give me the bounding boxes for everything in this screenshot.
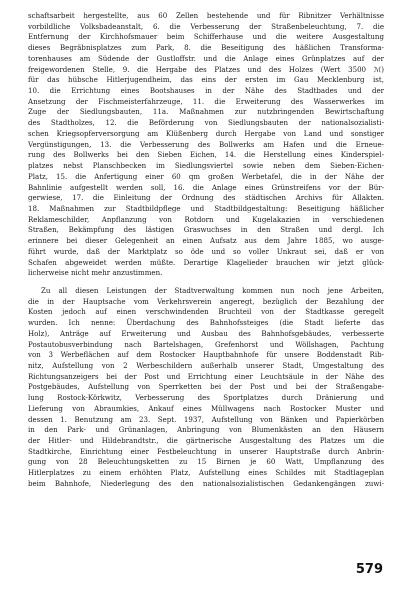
text-line: schen Kriegsopferversorgung am Klüßenberg durch Hergabe von Land und sonstiger bbox=[28, 128, 384, 138]
text-line: für das hübsche Hitlerjugendheim, das eins der ersten im Gau Mecklenburg ist, bbox=[28, 75, 384, 85]
text-line: Zuge der Siedlungsbauten, 11a. Maßnahmen zur nutzbringenden Bewirtschaftung bbox=[28, 107, 384, 117]
paragraph-1 bbox=[28, 11, 384, 279]
page-number: 579 bbox=[355, 562, 383, 577]
text-line: freigewordenen Stelle, 9. die Hergabe des Platzes und des Holzes (Wert 3500 ℳ) bbox=[28, 64, 384, 74]
text-line: Postgebäudes, Aufstellung von Sperrketten bei der Post und bei der Straßengabe- bbox=[28, 382, 384, 392]
paragraph-gap bbox=[28, 279, 384, 286]
text-line: 18. Maßnahmen zur Stadtbildpflege und Stadtbildgestaltung: Beseitigung häßlicher bbox=[28, 203, 384, 213]
text-line: Holz), Anträge auf Erweiterung und Ausbau des Bahnhofsgebäudes, verbesserte bbox=[28, 328, 384, 338]
text-line: licherweise nicht mehr anzustimmen. bbox=[28, 268, 163, 278]
text-line: Richtungsanzeigers bei der Post und Errichtung einer Leuchtsäule in der Nähe des bbox=[28, 371, 384, 381]
text-line: gung von 28 Beleuchtungsketten zu 15 Birnen je 60 Watt, Umpflanzung des bbox=[28, 457, 384, 467]
text-line: dessen 1. Benutzung am 23. Sept. 1937, Aufstellung von Bänken und Papierkörben bbox=[28, 414, 384, 424]
text-line: nitz, Aufstellung von 2 Werbeschildern außerhalb unserer Stadt, Umgestaltung des bbox=[28, 361, 384, 370]
text-line: platzes nebst Planschbecken im Siedlungsviertel sowie neben dem Sieben-Eichen- bbox=[28, 161, 384, 171]
text-line: Bahnlinie aufgestellt werden soll, 16. die Anlage eines Grünstreifens vor der Bür- bbox=[28, 182, 384, 192]
text-line: Lieferung von Abraumkies, Ankauf eines Müllwagens nach Rostocker Muster und bbox=[28, 403, 384, 413]
text-line: Hitlerplatzes zu einem erhöhten Platz, Aufstellung eines Schildes mit Stadtlageplan bbox=[28, 468, 384, 478]
text-line: dieses Begräbnisplatzes zum Park, 8. die Beseitigung des häßlichen Transforma- bbox=[28, 43, 384, 53]
text-line: des Stadtholzes, 12. die Beförderung von Siedlungsbauten der nationalsozialisti- bbox=[28, 118, 384, 128]
text-line: Reklameschilder, Anpflanzung von Rotdorn und Kugelakazien in verschiedenen bbox=[28, 214, 384, 224]
text-line: Schafen abgeweidet werden müßte. Derartige Klagelieder brauchen wir jetzt glück- bbox=[28, 257, 384, 267]
text-line: beim Bahnhofe, Niederlegung des den nationalsozialistischen Gedankengängen zuwi- bbox=[28, 478, 384, 488]
text-line: Vergünstigungen, 13. die Verbesserung des Bollwerks am Hafen und die Erneue- bbox=[28, 139, 384, 149]
text-line: Kosten jedoch auf einen verschwindenden Bruchteil von der Stadtkasse geregelt bbox=[28, 307, 384, 317]
text-line: Ansetzung der Fischmeisterfahrzeuge, 11. die Erweiterung des Wasserwerkes im bbox=[28, 96, 384, 106]
paragraph-2 bbox=[28, 286, 384, 490]
text-line: die in der Hauptsache vom Verkehrsverein angeregt, bezüglich der Bezahlung der bbox=[28, 296, 384, 306]
text-line: 10. die Errichtung eines Bootshauses in der Nähe des Stadtbades und der bbox=[28, 86, 384, 96]
text-line: lung Rostock-Körkwitz, Verbesserung des Sportplatzes durch Dränierung und bbox=[28, 393, 384, 403]
text-line: Stadtkirche, Einrichtung einer Festbeleuchtung in unserer Hauptstraße durch Anbrin- bbox=[28, 446, 384, 456]
text-line: erinnere bei dieser Gelegenheit an einen Aufsatz aus dem Jahre 1885, wo ausge- bbox=[28, 236, 384, 246]
text-line: gerwiese, 17. die Einleitung der Ordnung des städtischen Archivs für Allakten. bbox=[28, 193, 384, 203]
text-line: wurden. Ich nenne: Überdachung des Bahnhofssteiges (die Stadt lieferte das bbox=[28, 318, 384, 328]
text-line: führt wurde, daß der Marktplatz so öde und so voller Unkraut sei, daß er von bbox=[28, 246, 384, 256]
text-line: Postautobusverbindung nach Bartelshagen, Grefenhorst und Wöllshagen, Pachtung bbox=[28, 339, 384, 349]
text-line: der Hitler- und Hildebrandtstr., die gärtnerische Ausgestaltung des Platzes um die bbox=[28, 436, 384, 446]
body-text bbox=[28, 11, 384, 490]
text-line: Entfernung der Kirchhofsmauer beim Schifferhause und die weitere Ausgestaltung bbox=[28, 32, 384, 42]
text-line: von 3 Werbeflächen auf dem Rostocker Hauptbahnhofe für unsere Boddenstadt Rib- bbox=[28, 350, 384, 360]
text-line: vorbildliche Volksbadeanstalt, 6. die Verbesserung der Straßenbeleuchtung, 7. die bbox=[28, 21, 384, 31]
text-line: Platz, 15. die Anfertigung einer 60 qm großen Werbetafel, die in der Nähe der bbox=[28, 171, 384, 181]
text-line: rung des Bollwerks bei den Sieben Eichen, 14. die Herstellung eines Kinderspiel- bbox=[28, 150, 384, 160]
text-line: Zu all diesen Leistungen der Stadtverwaltung kommen nun noch jene Arbeiten, bbox=[41, 285, 384, 295]
text-line: Straßen, Bekämpfung des lästigen Graswuchses in den Straßen und dergl. Ich bbox=[28, 225, 384, 235]
text-line: torenhauses am Südende der Gustloffstr. und die Anlage eines Grünplatzes auf der bbox=[28, 53, 384, 63]
text-line: schaftsarbeit hergestellte, aus 60 Zellen bestehende und für Ribnitzer Verhältnisse bbox=[28, 11, 384, 20]
text-line: in den Park- und Grünanlagen, Anbringung von Blumenkästen an den Häusern bbox=[28, 425, 384, 435]
